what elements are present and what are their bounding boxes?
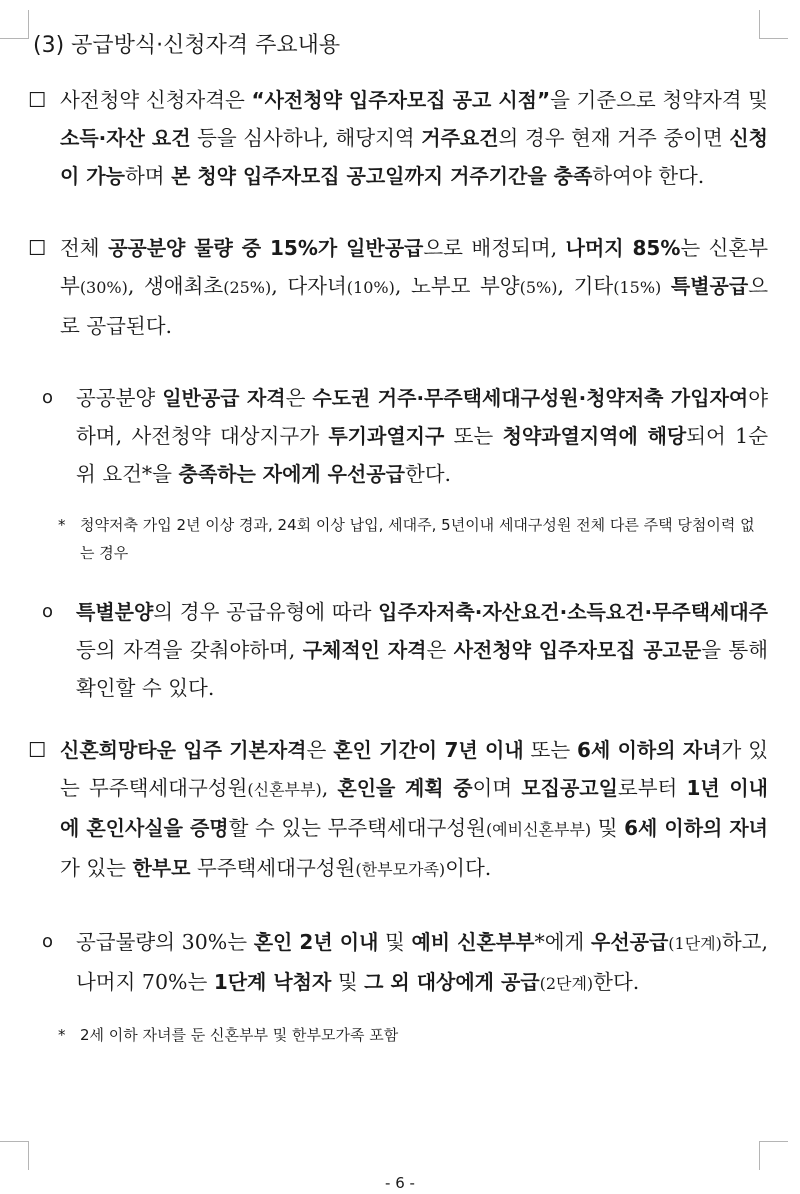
paragraph-special-supply: o 특별분양의 경우 공급유형에 따라 입주자저축·자산요건·소득요건·무주택세대주 등의 자격을 갖춰야하며, 구체적인 자격은 사전청약 입주자모집 공고문을 통해 확인할 수 있다. [28,593,768,707]
paragraph-general-supply-eligibility: o 공공분양 일반공급 자격은 수도권 거주·무주택세대구성원·청약저축 가입자여야 하며, 사전청약 대상지구가 투기과열지구 또는 청약과열지역에 해당되어 1순위 요건*을 충족하는 자에게 우선공급한다. [28,379,768,493]
asterisk-marker: * [58,1026,66,1044]
square-bullet: ☐ [28,88,47,112]
paragraph-newlywed-town-eligibility: ☐ 신혼희망타운 입주 기본자격은 혼인 기간이 7년 이내 또는 6세 이하의 자녀가 있는 무주택세대구성원(신혼부부), 혼인을 계획 중이며 모집공고일로부터 1년 이내에 혼인사실을 증명할 수 있는 무주택세대구성원(예비신혼부부) 및 6세 이하의 자녀가 있는 한부모 무주택세대구성원(한부모가족)이다. [28,731,768,889]
paragraph-pre-subscription-eligibility: ☐ 사전청약 신청자격은 “사전청약 입주자모집 공고 시점”을 기준으로 청약자격 및 소득·자산 요건 등을 심사하나, 해당지역 거주요건의 경우 현재 거주 중이면 신청이 가능하며 본 청약 입주자모집 공고일까지 거주기간을 충족하여야 한다. [28,81,768,195]
square-bullet: ☐ [28,738,47,762]
paragraph-newlywed-supply-stages: o 공급물량의 30%는 혼인 2년 이내 및 예비 신혼부부*에게 우선공급(1단계)하고, 나머지 70%는 1단계 낙첨자 및 그 외 대상에게 공급(2단계)한다. [28,923,768,1003]
circle-bullet: o [42,387,54,408]
page-number: - 6 - [385,1174,415,1192]
footnote-newlywed-definition: * 2세 이하 자녀를 둔 신혼부부 및 한부모가족 포함 [28,1021,768,1049]
crop-mark-top-left [0,10,29,39]
footnote-first-priority: * 청약저축 가입 2년 이상 경과, 24회 이상 납입, 세대주, 5년이내 세대구성원 전체 다른 주택 당첨이력 없는 경우 [28,511,768,567]
circle-bullet: o [42,601,54,622]
document-body [28,28,768,1075]
crop-mark-bottom-left [0,1141,29,1170]
section-title: (3) 공급방식·신청자격 주요내용 [33,33,341,58]
crop-mark-bottom-right [759,1141,788,1170]
paragraph-supply-allocation: ☐ 전체 공공분양 물량 중 15%가 일반공급으로 배정되며, 나머지 85%는 신혼부부(30%), 생애최초(25%), 다자녀(10%), 노부모 부양(5%), 기타(15%) 특별공급으로 공급된다. [28,229,768,345]
asterisk-marker: * [58,516,66,534]
square-bullet: ☐ [28,236,47,260]
circle-bullet: o [42,931,54,952]
